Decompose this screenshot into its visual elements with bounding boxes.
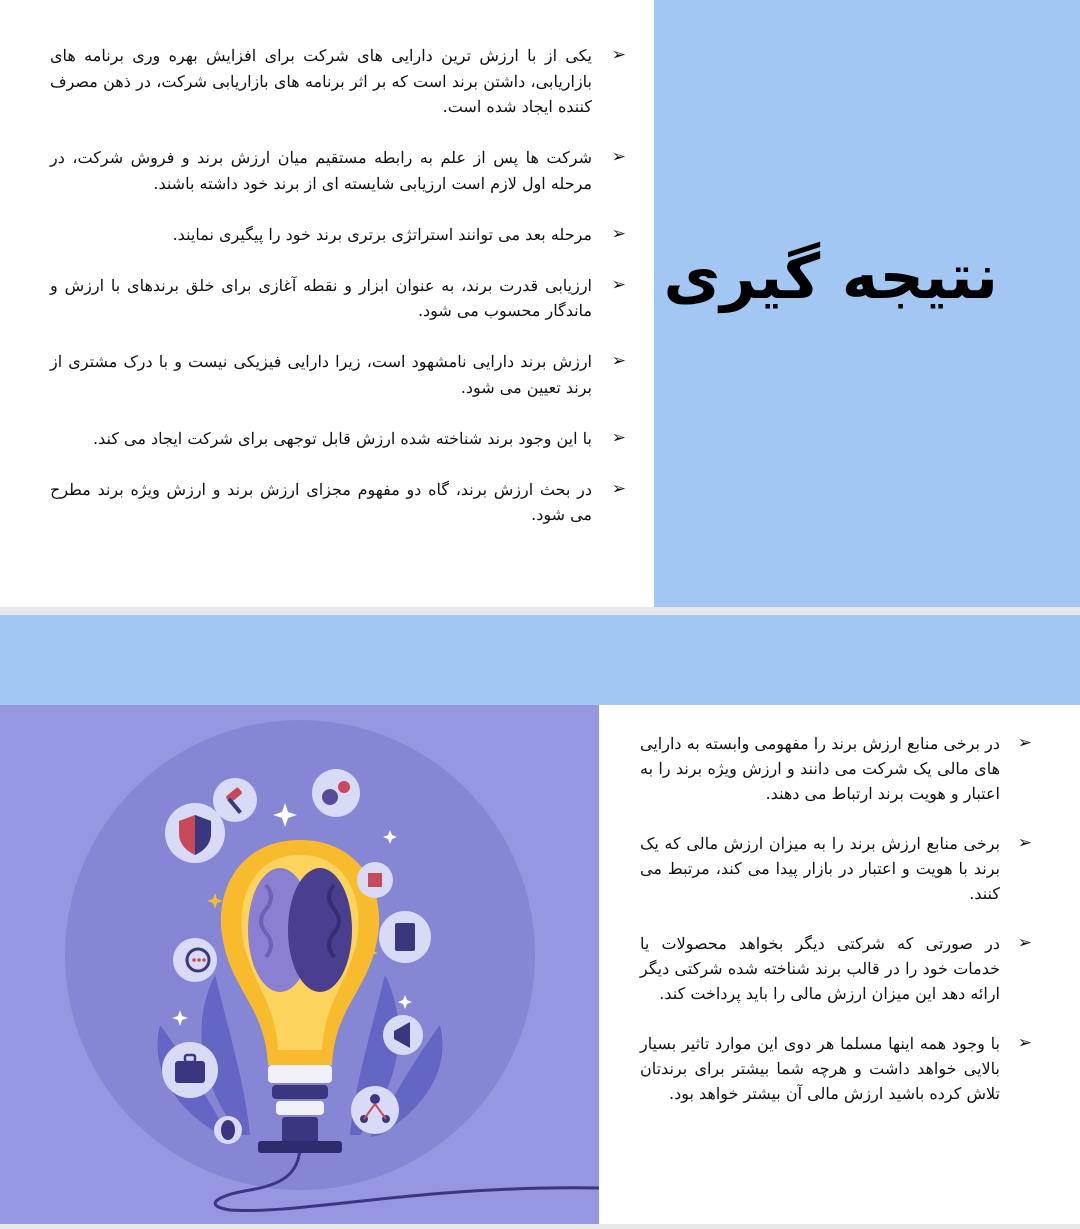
list-item <box>50 426 626 452</box>
briefcase-icon <box>162 1042 218 1098</box>
bullet-text: در بحث ارزش برند، گاه دو مفهوم مجزای ارزش برند و ارزش ویژه برند مطرح می شود. <box>50 479 592 524</box>
plug-bar <box>258 1141 342 1153</box>
book-icon <box>379 911 431 963</box>
bullet-text: ارزش برند دارایی نامشهود است، زیرا دارایی فیزیکی نیست و با درک مشتری از برند تعیین می شود. <box>50 352 592 397</box>
arrow-bullet-icon: ➢ <box>611 223 626 244</box>
list-item <box>640 931 1032 1006</box>
team-network-icon <box>351 1086 399 1134</box>
arrow-bullet-icon: ➢ <box>1017 833 1032 853</box>
gavel-icon <box>213 778 257 822</box>
bullet-text: شرکت ها پس از علم به رابطه مستقیم میان ارزش برند و فروش شرکت، در مرحله اول لازم است ارزیابی شایسته ای از برند خود داشته باشند. <box>50 148 592 193</box>
bullet-text: یکی از با ارزش ترین دارایی های شرکت برای افزایش بهره وری برنامه های بازاریابی، داشتن برند است که بر اثر برنامه های بازاریابی شرکت، در ذهن مصرف کننده ایجاد شده است. <box>50 46 593 116</box>
bullet-text: با این وجود برند شناخته شده ارزش قابل توجهی برای شرکت ایجاد می کند. <box>93 428 592 448</box>
list-item <box>640 831 1032 906</box>
conclusion-bullet-list <box>50 43 626 553</box>
chat-bubble-icon <box>173 938 217 982</box>
arrow-bullet-icon: ➢ <box>611 427 626 448</box>
brain-icon <box>248 868 352 992</box>
arrow-bullet-icon: ➢ <box>1017 733 1032 753</box>
arrow-bullet-icon: ➢ <box>611 147 626 167</box>
list-item <box>50 273 626 324</box>
slide-conclusion <box>0 0 1080 607</box>
coin-icon <box>214 1116 242 1144</box>
arrow-bullet-icon: ➢ <box>611 45 626 65</box>
bulb-base-mid <box>272 1085 328 1099</box>
slide-title: نتیجه گیری <box>663 240 998 313</box>
bullet-text: برخی منابع ارزش برند را به میزان ارزش مالی که یک برند با هویت و اعتبار در بازار پیدا می کند، مرتبط می کنند. <box>640 834 1000 903</box>
list-item <box>50 222 626 248</box>
header-band <box>0 615 1080 705</box>
list-item <box>50 477 626 528</box>
brand-value-bullet-list <box>640 731 1032 1131</box>
list-item <box>640 731 1032 806</box>
megaphone-icon <box>383 1015 423 1055</box>
arrow-bullet-icon: ➢ <box>611 351 626 371</box>
bullet-text: با وجود همه اینها مسلما هر دوی این موارد تاثیر بسیار بالایی خواهد داشت و هرچه شما بیشتر برای برندتان تلاش کرده باشید ارزش مالی آن بیشتر خواهد بود. <box>640 1034 1000 1103</box>
puzzle-icon <box>357 862 393 898</box>
list-item <box>640 1031 1032 1106</box>
bulb-base-top <box>268 1065 332 1083</box>
list-item <box>50 349 626 400</box>
bulb-base-low <box>276 1101 324 1115</box>
list-item <box>50 145 626 196</box>
slide-brand-value <box>0 615 1080 1224</box>
bullet-text: در برخی منابع ارزش برند را مفهومی وابسته به دارایی های مالی یک شرکت می دانند و ارزش ویژه برند را به اعتبار و هویت برند ارتباط می دهند. <box>640 734 1000 803</box>
arrow-bullet-icon: ➢ <box>1017 1033 1032 1053</box>
plug <box>282 1117 318 1143</box>
arrow-bullet-icon: ➢ <box>611 274 626 295</box>
bullet-text: در صورتی که شرکتی دیگر بخواهد محصولات یا خدمات خود را در قالب برند شناخته شده شرکتی دیگر ارائه دهد این میزان ارزش مالی را باید پرداخت کند. <box>640 934 1001 1003</box>
bullet-text: ارزیابی قدرت برند، به عنوان ابزار و نقطه آغازی برای خلق برندهای با ارزش و ماندگار محسوب می شود. <box>50 275 592 320</box>
arrow-bullet-icon: ➢ <box>611 478 626 499</box>
list-item <box>50 43 626 120</box>
arrow-bullet-icon: ➢ <box>1017 933 1032 953</box>
lightbulb-brain-illustration <box>0 705 599 1224</box>
title-panel <box>654 0 1080 607</box>
shield-icon <box>165 803 225 863</box>
bullet-text: مرحله بعد می توانند استراتژی برتری برند خود را پیگیری نمایند. <box>172 224 592 244</box>
idea-illustration-svg <box>0 705 599 1224</box>
gears-icon <box>312 769 360 817</box>
